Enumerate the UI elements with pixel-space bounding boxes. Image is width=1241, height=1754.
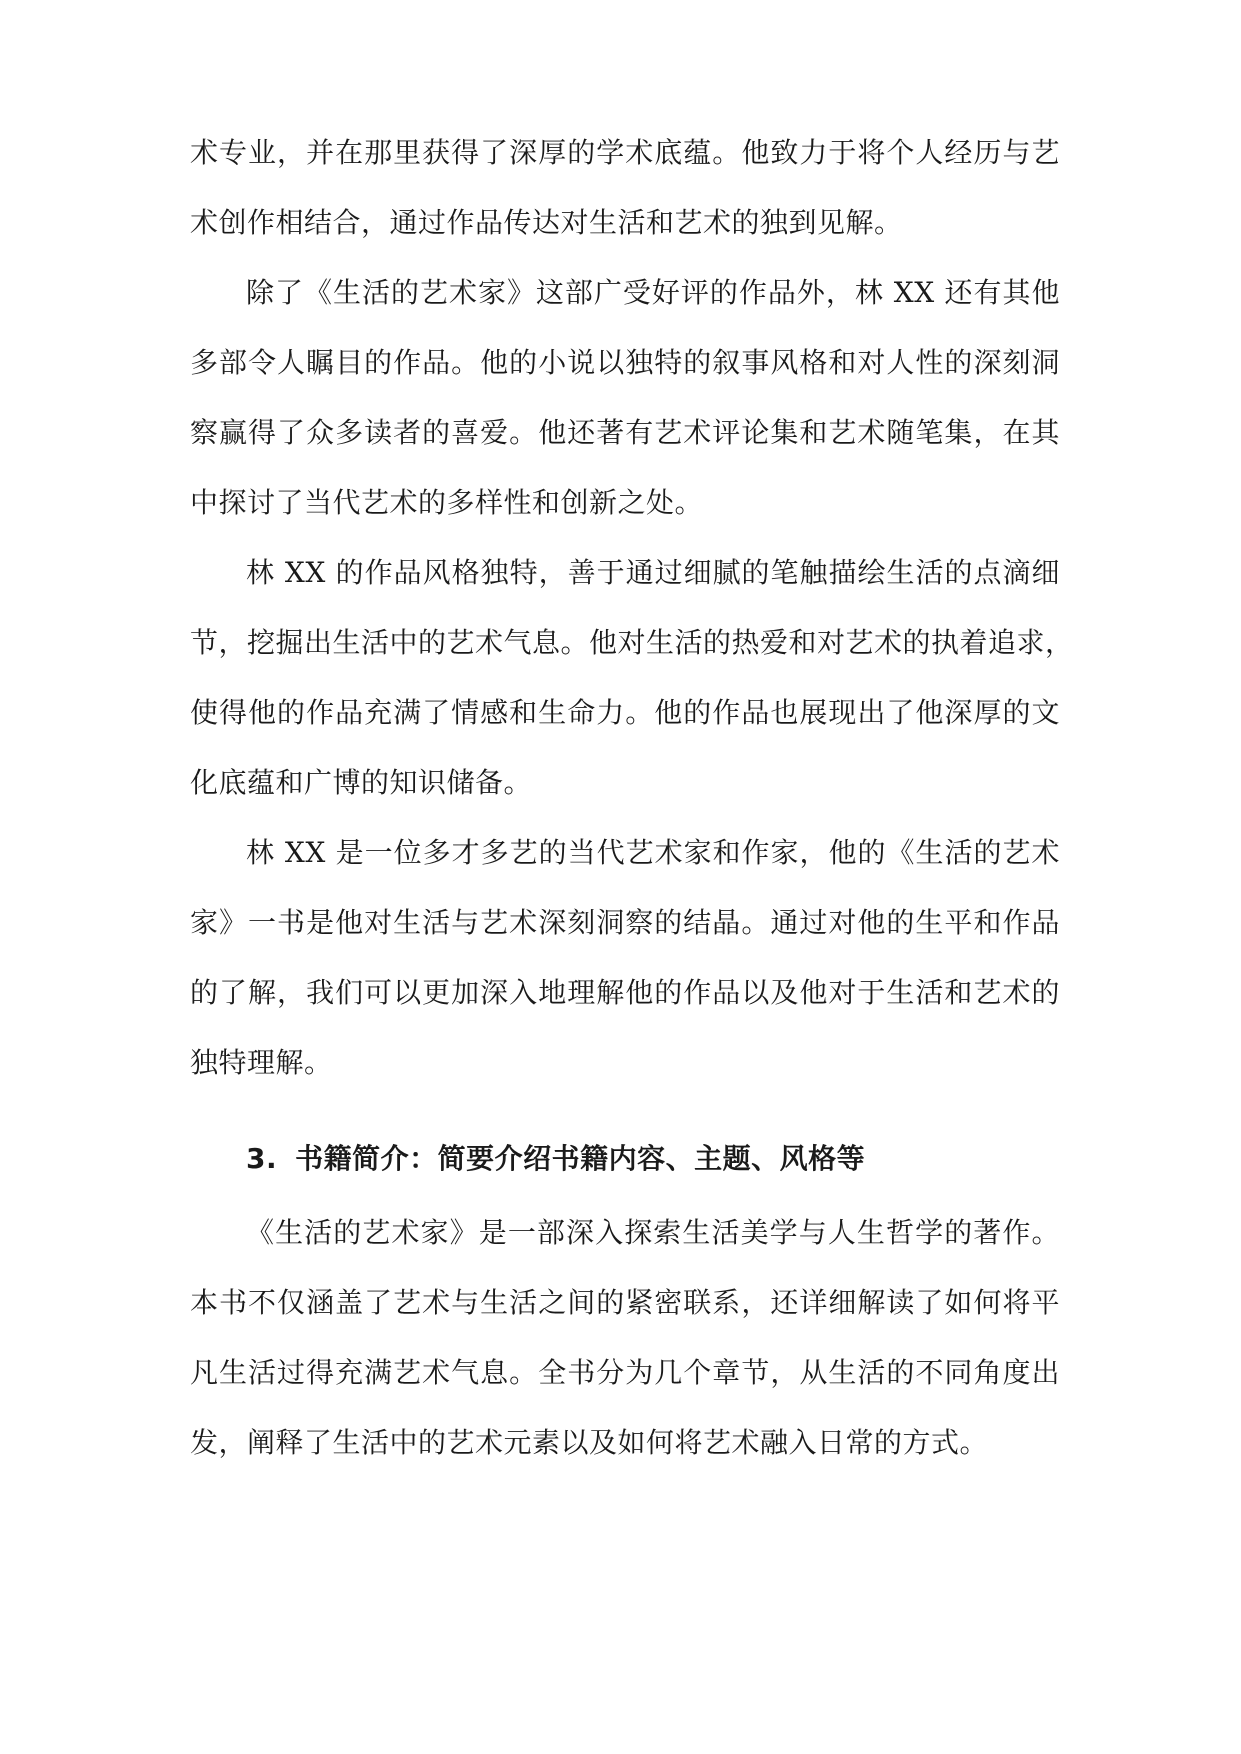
paragraph-line: 多部令人瞩目的作品。他的小说以独特的叙事风格和对人性的深刻洞	[190, 346, 1060, 379]
section-heading	[246, 1134, 1060, 1184]
paragraph-line: 术创作相结合，通过作品传达对生活和艺术的独到见解。	[190, 206, 903, 239]
paragraph-line: 的了解，我们可以更加深入地理解他的作品以及他对于生活和艺术的	[190, 976, 1060, 1009]
paragraph-line: 本书不仅涵盖了艺术与生活之间的紧密联系，还详细解读了如何将平	[190, 1286, 1060, 1319]
paragraph-line: 除了《生活的艺术家》这部广受好评的作品外，林 XX 还有其他	[246, 276, 1060, 309]
paragraph-line: 使得他的作品充满了情感和生命力。他的作品也展现出了他深厚的文	[190, 696, 1060, 729]
paragraph-line: 凡生活过得充满艺术气息。全书分为几个章节，从生活的不同角度出	[190, 1356, 1060, 1389]
section-number: 3.	[246, 1142, 278, 1175]
paragraph-line: 家》一书是他对生活与艺术深刻洞察的结晶。通过对他的生平和作品	[190, 906, 1060, 939]
paragraph-line: 中探讨了当代艺术的多样性和创新之处。	[190, 486, 704, 519]
paragraph-line: 术专业，并在那里获得了深厚的学术底蕴。他致力于将个人经历与艺	[190, 136, 1060, 169]
paragraph-line: 节，挖掘出生活中的艺术气息。他对生活的热爱和对艺术的执着追求，	[190, 626, 1074, 659]
section-title: 书籍简介：简要介绍书籍内容、主题、风格等	[295, 1142, 866, 1175]
paragraph-line: 察赢得了众多读者的喜爱。他还著有艺术评论集和艺术随笔集，在其	[190, 416, 1060, 449]
paragraph-line: 独特理解。	[190, 1046, 333, 1079]
paragraph-line: 林 XX 的作品风格独特，善于通过细腻的笔触描绘生活的点滴细	[246, 556, 1060, 589]
paragraph-line: 林 XX 是一位多才多艺的当代艺术家和作家，他的《生活的艺术	[246, 836, 1060, 869]
paragraph-line: 化底蕴和广博的知识储备。	[190, 766, 533, 799]
paragraph-line: 发，阐释了生活中的艺术元素以及如何将艺术融入日常的方式。	[190, 1426, 989, 1459]
paragraph-line: 《生活的艺术家》是一部深入探索生活美学与人生哲学的著作。	[246, 1216, 1060, 1249]
